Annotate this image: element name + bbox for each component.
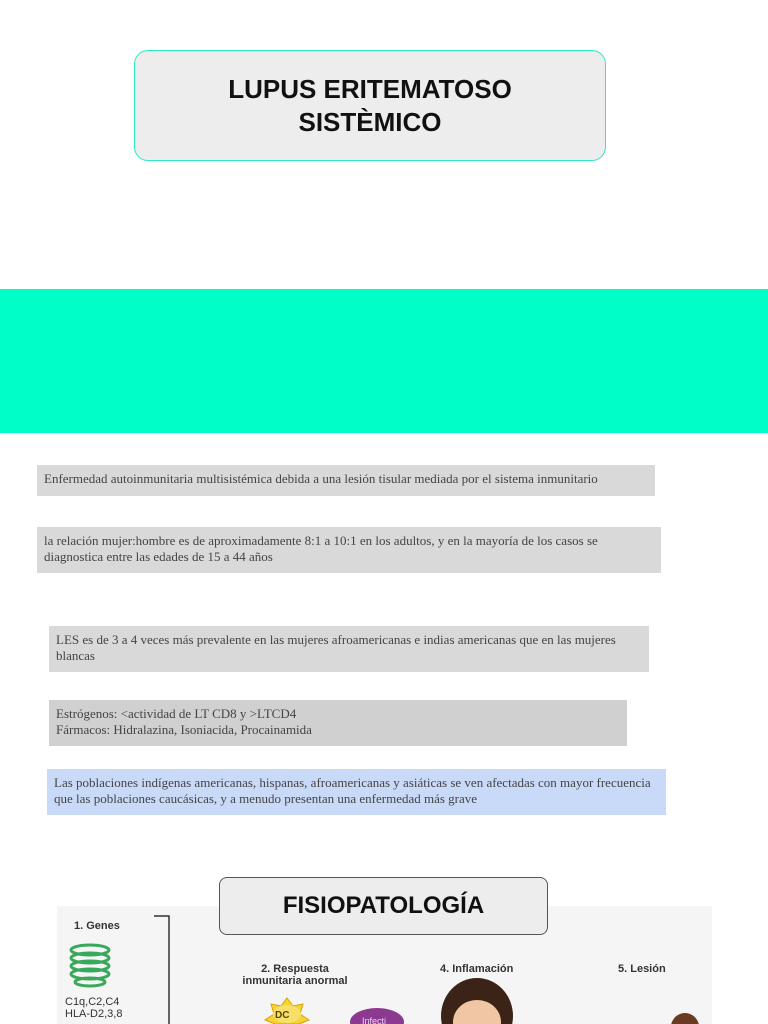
note-factors-line-1: Estrógenos: <actividad de LT CD8 y >LTCD4 — [56, 706, 297, 721]
immune-response-label-line-2: inmunitaria anormal — [242, 975, 348, 987]
lesion-label: 5. Lesión — [618, 963, 666, 975]
dc-label: DC — [275, 1010, 290, 1021]
note-ratio — [37, 527, 661, 573]
note-populations-text: Las poblaciones indígenas americanas, hispanas, afroamericanas y asiáticas se ven afectadas con mayor frecuencia que las poblaciones caucásicas, y a menudo presentan una enfermedad más grave — [54, 775, 651, 806]
inflammation-label: 4. Inflamación — [440, 963, 514, 975]
immune-response-label-line-1: 2. Respuesta — [261, 963, 329, 975]
person-illustration-icon — [441, 978, 513, 1024]
note-populations — [47, 769, 666, 815]
title-line-1: LUPUS ERITEMATOSO — [228, 73, 512, 104]
note-definition — [37, 465, 655, 496]
note-prevalence — [49, 626, 649, 672]
section-title-box — [219, 877, 548, 935]
gene-item: C1q,C2,C4 — [65, 996, 120, 1008]
infection-label: Infecti — [362, 1016, 387, 1024]
gene-item: HLA-D2,3,8 — [65, 1008, 123, 1020]
title-line-2: SISTÈMICO — [298, 106, 442, 137]
genes-label: 1. Genes — [74, 920, 120, 932]
title-box — [134, 50, 606, 161]
accent-band — [0, 289, 768, 433]
note-prevalence-text: LES es de 3 a 4 veces más prevalente en las mujeres afroamericanas e indias americanas que en las mujeres blancas — [56, 632, 616, 663]
section-title: FISIOPATOLOGÍA — [282, 892, 485, 919]
note-factors-line-2: Fármacos: Hidralazina, Isoniacida, Procainamida — [56, 722, 312, 737]
note-factors — [49, 700, 627, 746]
genes-list — [65, 996, 122, 1020]
dna-coil-icon — [71, 945, 109, 986]
immune-response-label — [225, 963, 365, 987]
lesion-person-icon — [671, 1013, 699, 1024]
note-ratio-text: la relación mujer:hombre es de aproximadamente 8:1 a 10:1 en los adultos, y en la mayoría de los casos se diagnostica entre las edades de 15 a 44 años — [44, 533, 598, 564]
note-definition-text: Enfermedad autoinmunitaria multisistémica debida a una lesión tisular mediada por el sistema inmunitario — [44, 471, 598, 486]
